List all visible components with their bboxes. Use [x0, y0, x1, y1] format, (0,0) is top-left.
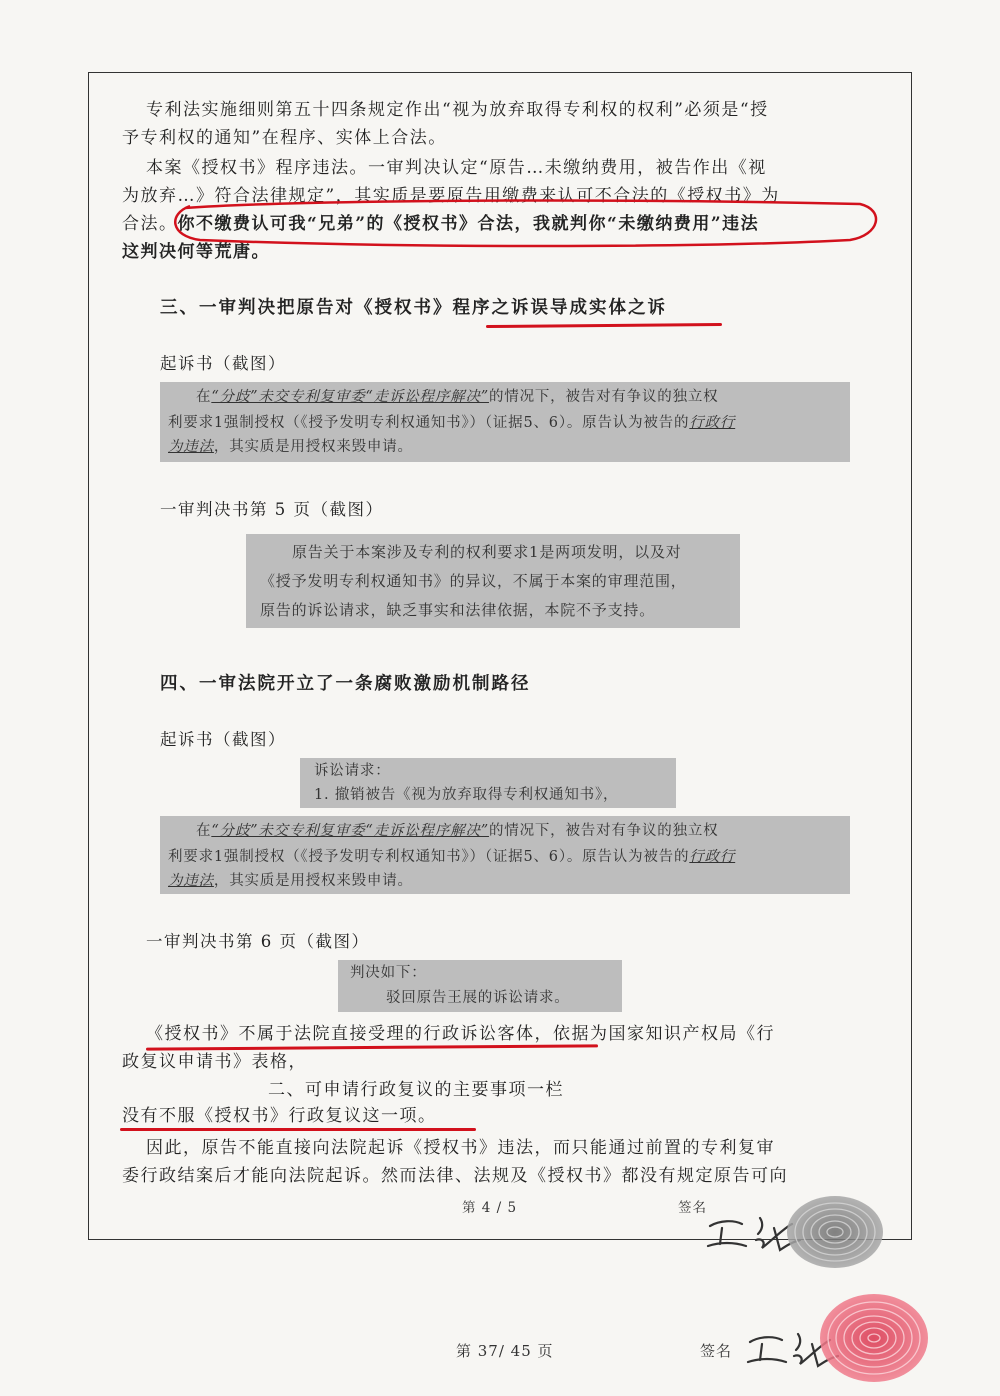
- para3-underlined-claim: 《授权书》不属于法院直接受理的行政诉讼客体: [146, 1024, 535, 1044]
- para3-underlined-item: 没有不服《授权书》行政复议这一项: [122, 1106, 418, 1126]
- para2-line3-start: 合法。: [122, 214, 178, 234]
- inner-page-number: 第 4 / 5: [462, 1200, 518, 1216]
- section3-prefix: 三、一审判决把原告对《授权书》: [160, 298, 453, 318]
- judgment-p6-screenshot: 判决如下： 驳回原告王展的诉讼请求。: [338, 960, 622, 1012]
- label-judgment-p6: 一审判决书第 6 页（截图）: [146, 932, 370, 951]
- label-judgment-p5: 一审判决书第 5 页（截图）: [160, 500, 384, 519]
- para2-line3: [122, 212, 759, 236]
- complaint-screenshot-2: 在“分歧”未交专利复审委“走诉讼程序解决”的情况下，被告对有争议的独立权 利要求1强制授权（《授予发明专利权通知书》）（证据5、6）。原告认为被告的行政行 为违法，其实质是用授权来毁申请。: [160, 816, 850, 894]
- para2-line1: 本案《授权书》程序违法。一审判决认定“原告…未缴纳费用，被告作出《视: [146, 158, 767, 178]
- para4-line2: 委行政结案后才能向法院起诉。然而法律、法规及《授权书》都没有规定原告可向: [122, 1166, 788, 1186]
- section3-emphasis: 程序之诉误导成实体之诉: [452, 298, 667, 318]
- outer-sign-label: 签名: [700, 1342, 733, 1360]
- complaint-screenshot-1: 在“分歧”未交专利复审委“走诉讼程序解决”的情况下，被告对有争议的独立权 利要求1强制授权（《授予发明专利权通知书》）（证据5、6）。原告认为被告的行政行 为违法，其实质是用授权来毁申请。: [160, 382, 850, 462]
- label-complaint-1: 起诉书（截图）: [160, 354, 286, 373]
- para1-line1: 专利法实施细则第五十四条规定作出“视为放弃取得专利权的权利”必须是“授: [146, 100, 769, 120]
- inner-sign-label: 签名: [678, 1200, 707, 1216]
- section4-heading: 四、一审法院开立了一条腐败激励机制路径: [160, 674, 531, 694]
- outer-fingerprint-icon: [812, 1290, 932, 1385]
- para3-line1: 《授权书》不属于法院直接受理的行政诉讼客体，依据为国家知识产权局《行: [146, 1024, 775, 1044]
- para4-line1: 因此，原告不能直接向法院起诉《授权书》违法，而只能通过前置的专利复审: [146, 1138, 775, 1158]
- label-complaint-2: 起诉书（截图）: [160, 730, 286, 749]
- para2-line2: 为放弃…》符合法律规定”，其实质是要原告用缴费来认可不合法的《授权书》为: [122, 186, 780, 206]
- para2-line4: 这判决何等荒唐。: [122, 242, 270, 262]
- section3-heading: [160, 296, 667, 320]
- judgment-p5-screenshot: 原告关于本案涉及专利的权利要求1是两项发明，以及对 《授予发明专利权通知书》的异议，不属于本案的审理范围， 原告的诉讼请求，缺乏事实和法律依据，本院不予支持。: [246, 534, 740, 628]
- inner-fingerprint-icon: [780, 1194, 890, 1274]
- para3-line3: 二、可申请行政复议的主要事项一栏: [268, 1080, 564, 1100]
- claims-screenshot: 诉讼请求： 1. 撤销被告《视为放弃取得专利权通知书》，: [300, 758, 676, 808]
- para1-line2: 予专利权的通知”在程序、实体上合法。: [122, 128, 447, 148]
- red-underline-para3-line4: [120, 1128, 476, 1131]
- para3-line2: 政复议申请书》表格，: [122, 1052, 307, 1072]
- outer-page-number: 第 37/ 45 页: [456, 1342, 554, 1360]
- para3-line4: 没有不服《授权书》行政复议这一项。: [122, 1106, 437, 1126]
- para2-circled-text: 你不缴费认可我“兄弟”的《授权书》合法，我就判你“未缴纳费用”违法: [177, 214, 760, 234]
